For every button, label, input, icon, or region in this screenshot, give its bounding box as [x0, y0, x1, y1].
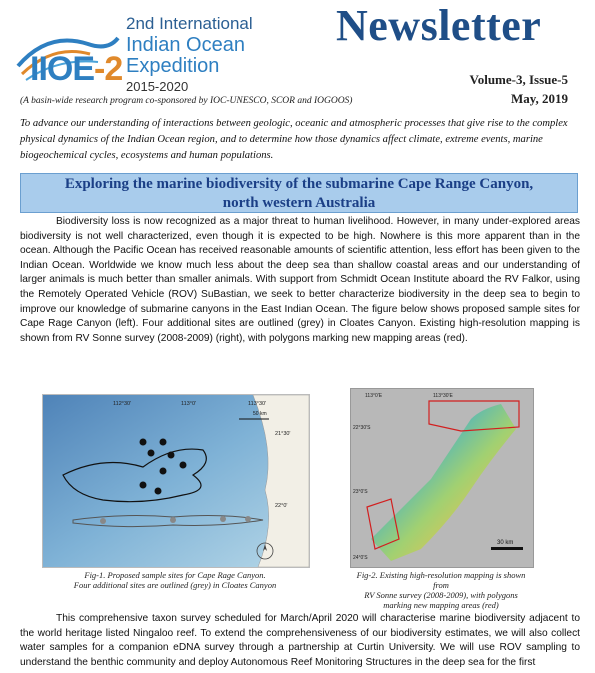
article-body-continued [20, 612, 580, 670]
article-title-line-1: Exploring the marine biodiversity of the submarine Cape Range Canyon, [64, 176, 534, 192]
masthead-title: Newsletter [336, 1, 542, 50]
logo-acronym-iioe: IIOE [30, 50, 95, 88]
sample-site-marker [160, 439, 167, 446]
lat-label: 24°0'S [353, 555, 368, 561]
sample-site-marker [148, 450, 155, 457]
figure-1-map [42, 394, 310, 568]
cloates-site-marker [220, 516, 226, 522]
scale-label: 50 km [253, 411, 267, 417]
sample-site-marker [140, 482, 147, 489]
lat-label: 21°30' [275, 431, 291, 437]
iioe2-logo [8, 8, 308, 100]
newsletter-header [0, 0, 595, 112]
lon-label: 113°30' [248, 401, 267, 407]
sponsor-line: (A basin-wide research program co-sponsored by IOC-UNESCO, SCOR and IOGOOS) [20, 96, 353, 106]
issue-date: May, 2019 [510, 91, 568, 106]
sample-site-marker [155, 488, 162, 495]
figure-1-caption-line-1: Fig-1. Proposed sample sites for Cape Rage Canyon. [84, 570, 266, 580]
logo-acronym-2: -2 [94, 50, 123, 88]
logo-acronym [30, 50, 122, 89]
lon-label: 113°30'E [433, 393, 453, 399]
sample-site-marker [140, 439, 147, 446]
logo-years: 2015-2020 [126, 79, 189, 94]
scale-label: 30 km [497, 540, 514, 546]
logo-line-1: 2nd International [126, 14, 253, 33]
lon-label: 113°0'E [365, 393, 383, 399]
sample-site-marker [160, 468, 167, 475]
volume-issue: Volume-3, Issue-5 [469, 72, 568, 87]
logo-line-2: Indian Ocean [126, 34, 245, 56]
sample-site-marker [180, 462, 187, 469]
cloates-site-marker [100, 518, 106, 524]
sonne-survey-map [351, 389, 533, 567]
mission-statement: To advance our understanding of interactions between geologic, oceanic and atmospheric processes that give rise to the complex physical dynamics of the Indian Ocean region, and to determine how those dynamics affect climate, extreme events, marine biogeochemical cycles, ecosystems and human populations. [20, 118, 568, 161]
article-body [20, 215, 580, 346]
figure-1-caption-line-2: Four additional sites are outlined (grey) in Cloates Canyon [73, 580, 277, 590]
article-paragraph-1: Biodiversity loss is now recognized as a major threat to human livelihood. However, in many under-explored areas biodiversity is not well characterized, even though it is expected to be high. Nowhere is this more apparent than in the ocean. Although the Pacific Ocean has received reasonable amounts of scientific attention, less effort has been given to the Indian Ocean. Worldwide we know much less about the deep sea than shallow coastal areas and our understanding of larger animals is much better than smaller animals. With support from Schmidt Ocean Institute aboard the RV Falkor, using the Remotely Operated Vehicle (ROV) SuBastian, we seek to better characterize biodiversity in the deep sea to begin to improve our knowledge of submarine canyons in the East Indian Ocean. The figure below shows proposed sample sites for Cape Rage Canyon (left). Four additional sites are outlined (grey) in Cloates Canyon. Existing high-resolution mapping is shown from RV Sonne survey (2008-2009) (right), with polygons marking new mapping areas (red). [20, 216, 580, 344]
figure-2-caption-line-3: marking new mapping areas (red) [383, 600, 499, 610]
cloates-site-marker [170, 517, 176, 523]
logo-line-3: Expedition [126, 55, 220, 77]
figure-2-caption-line-2: RV Sonne survey (2008-2009), with polygons [364, 590, 518, 600]
scale-bar [491, 547, 523, 550]
cape-range-canyon-map [43, 395, 309, 567]
sample-site-marker [168, 452, 175, 459]
lon-label: 112°30' [113, 401, 132, 407]
figure-1-caption [42, 570, 308, 590]
article-title-line-2: north western Australia [222, 195, 376, 211]
article-paragraph-2: This comprehensive taxon survey scheduled for March/April 2020 will characterise marine biodiversity adjacent to the world heritage listed Ningaloo reef. To extend the comprehensiveness of our biodiversity estimates, we will also collect water samples for a companion eDNA survey through a partnership at Curtin University. We will use ROV sampling to understand the benthic community and deploy Autonomous Reef Monitoring Structures in the deep sea for the first [20, 613, 580, 668]
figure-2-caption [350, 570, 532, 610]
figure-2-map [350, 388, 534, 568]
article-title-box [20, 173, 578, 213]
lon-label: 113°0' [181, 401, 197, 407]
cloates-site-marker [245, 516, 251, 522]
lat-label: 23°0'S [353, 489, 368, 495]
figure-2-caption-line-1: Fig-2. Existing high-resolution mapping is shown from [356, 570, 526, 590]
lat-label: 22°30'S [353, 425, 371, 431]
lat-label: 22°0' [275, 503, 288, 509]
